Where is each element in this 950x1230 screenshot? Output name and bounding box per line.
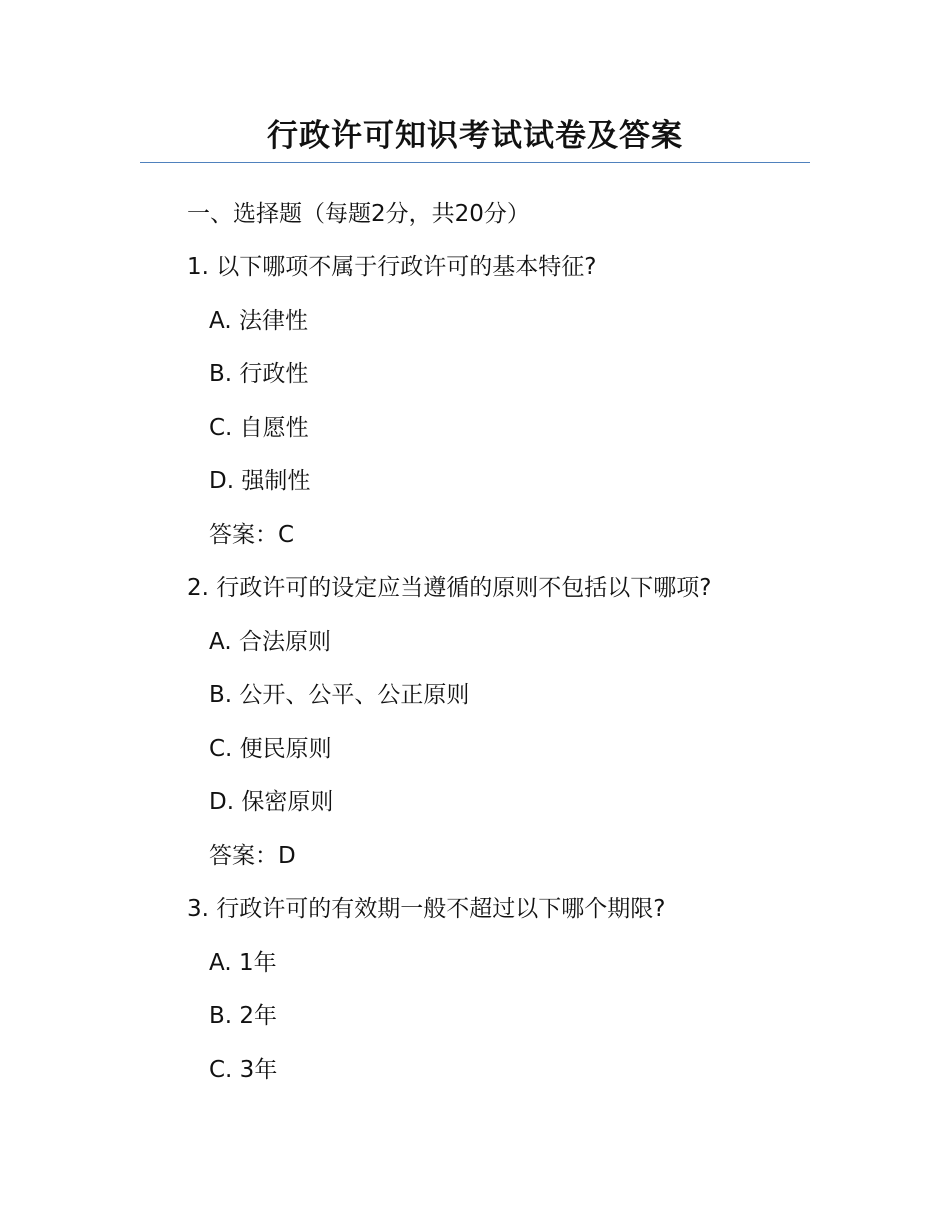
document-title: 行政许可知识考试试卷及答案 — [267, 118, 683, 154]
question-1-answer: 答案：C — [209, 522, 295, 548]
question-3-option-b: B. 2年 — [209, 1003, 278, 1029]
question-3-stem: 3. 行政许可的有效期一般不超过以下哪个期限? — [187, 896, 666, 922]
title-underline — [140, 162, 810, 163]
section-heading: 一、选择题（每题2分，共20分） — [187, 201, 530, 227]
question-2-option-c: C. 便民原则 — [209, 736, 332, 762]
question-1-option-a: A. 法律性 — [209, 308, 308, 334]
question-3-option-a: A. 1年 — [209, 950, 277, 976]
question-2-option-b: B. 公开、公平、公正原则 — [209, 682, 470, 708]
question-3-option-c: C. 3年 — [209, 1057, 278, 1083]
question-1-option-d: D. 强制性 — [209, 468, 311, 494]
question-2-option-a: A. 合法原则 — [209, 629, 331, 655]
question-2-stem: 2. 行政许可的设定应当遵循的原则不包括以下哪项? — [187, 575, 712, 601]
question-1-option-c: C. 自愿性 — [209, 415, 309, 441]
question-2-answer: 答案：D — [209, 843, 296, 869]
question-1-stem: 1. 以下哪项不属于行政许可的基本特征? — [187, 254, 597, 280]
question-1-option-b: B. 行政性 — [209, 361, 309, 387]
question-2-option-d: D. 保密原则 — [209, 789, 334, 815]
